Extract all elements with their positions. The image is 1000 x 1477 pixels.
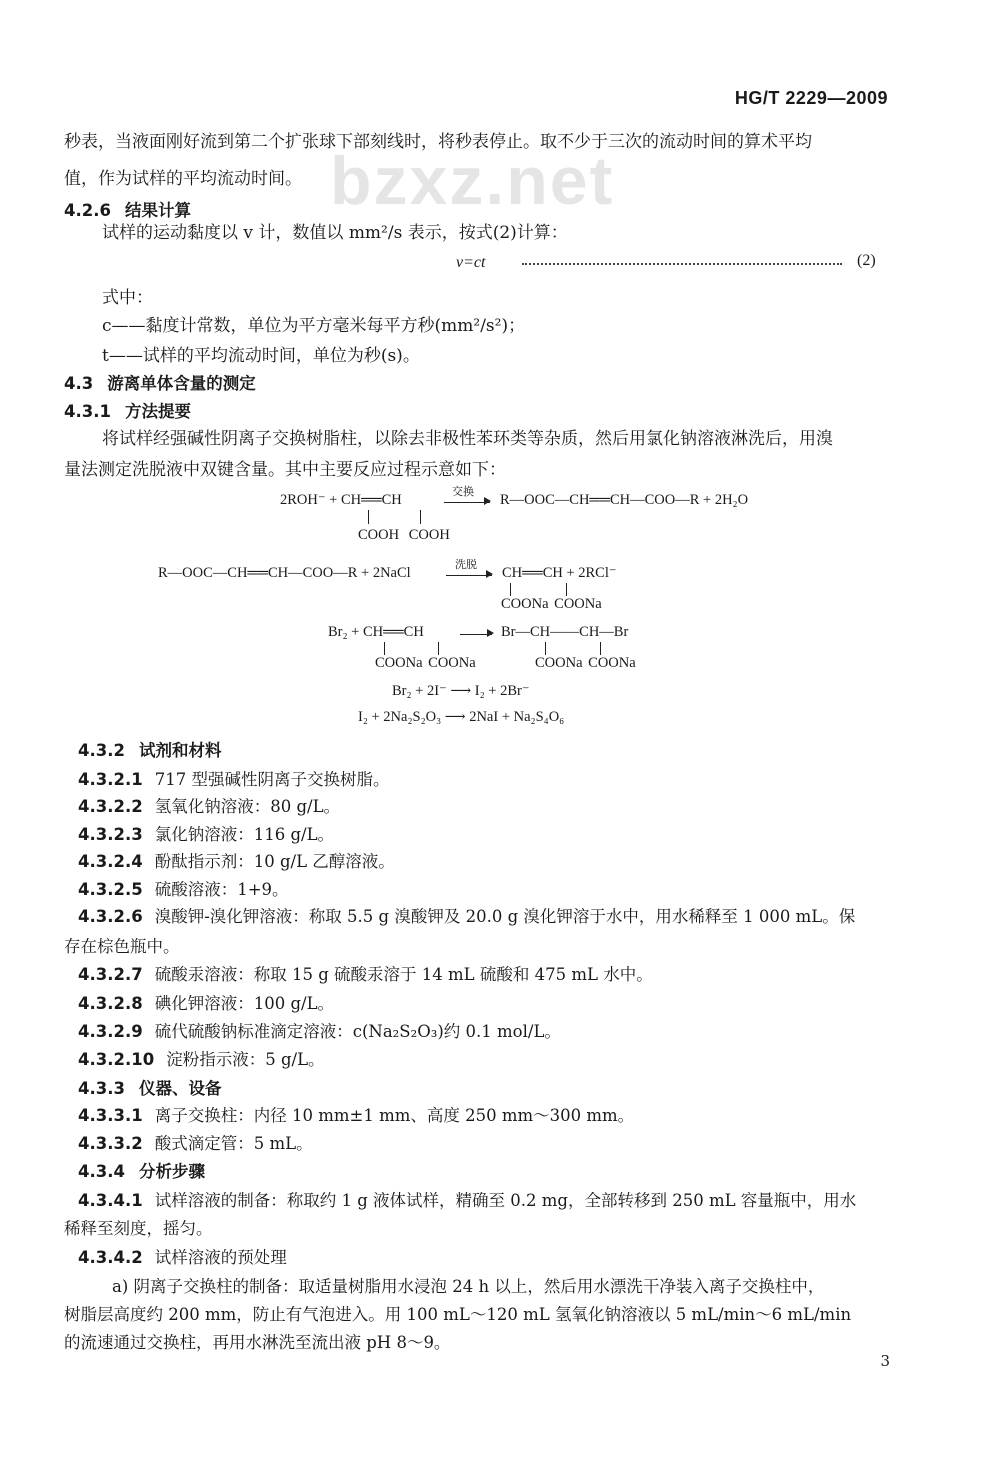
paragraph-line: 秒表，当液面刚好流到第二个扩张球下部刻线时，将秒表停止。取不少于三次的流动时间的算术平均: [64, 132, 812, 152]
section-title: 游离单体含量的测定: [107, 374, 256, 393]
watermark: bzxz.net: [330, 143, 615, 219]
list-item: [78, 793, 340, 817]
item-number: 4.3.2.10: [78, 1050, 155, 1069]
list-item-continuation: 存在棕色瓶中。: [64, 937, 180, 956]
item-text: 硫代硫酸钠标准滴定溶液：c(Na₂S₂O₃)约 0.1 mol/L。: [154, 1022, 561, 1041]
bond-line: [510, 583, 511, 596]
section-number: 4.3: [64, 374, 94, 393]
reaction-1-substituents: COOH COOH: [358, 527, 450, 543]
section-heading-4-3-2: [78, 737, 221, 761]
formula-leader: [522, 263, 842, 265]
arrow-head-icon: [486, 570, 493, 578]
list-item-continuation: 稀释至刻度，摇匀。: [64, 1219, 213, 1238]
list-item: [78, 1130, 313, 1154]
reaction-3-left: Br₂ + CH══CH: [328, 624, 424, 640]
item-text: 酚酞指示剂：10 g/L 乙醇溶液。: [154, 852, 395, 871]
item-text: 氯化钠溶液：116 g/L。: [154, 825, 335, 844]
list-item: [78, 766, 389, 790]
item-text: 试样溶液的制备：称取约 1 g 液体试样，精确至 0.2 mg，全部转移到 250 mL 容量瓶中，用水: [154, 1191, 857, 1210]
item-text: 酸式滴定管：5 mL。: [154, 1134, 313, 1153]
where-label: 式中：: [102, 288, 153, 308]
section-title: 仪器、设备: [138, 1079, 222, 1098]
list-item: [78, 961, 653, 985]
item-number: 4.3.2.2: [78, 797, 143, 816]
item-number: 4.3.4.1: [78, 1191, 143, 1210]
section-number: 4.3.1: [64, 402, 111, 421]
item-number: 4.3.2.5: [78, 880, 143, 899]
list-item: [78, 1046, 325, 1070]
item-number: 4.3.2.1: [78, 770, 143, 789]
item-number: 4.3.2.8: [78, 994, 143, 1013]
item-number: 4.3.2.9: [78, 1022, 143, 1041]
list-item: [78, 1018, 561, 1042]
list-item: [78, 876, 289, 900]
section-title: 分析步骤: [138, 1162, 205, 1181]
paragraph-line: 量法测定洗脱液中双键含量。其中主要反应过程示意如下：: [64, 460, 506, 480]
formula-number: (2): [857, 252, 876, 269]
item-number: 4.3.2.6: [78, 907, 143, 926]
paragraph-line: 将试样经强碱性阴离子交换树脂柱，以除去非极性苯环类等杂质，然后用氯化钠溶液淋洗后，用溴: [102, 429, 833, 449]
section-number: 4.2.6: [64, 201, 111, 220]
item-number: 4.3.4.2: [78, 1248, 143, 1267]
reaction-2-label: 洗脱: [455, 558, 477, 571]
bond-line: [438, 642, 439, 655]
item-text: 淀粉指示液：5 g/L。: [166, 1050, 325, 1069]
bond-line: [566, 583, 567, 596]
reaction-2-right: CH══CH + 2RCl⁻: [502, 565, 617, 581]
reaction-1-right: R—OOC—CH══CH—COO—R + 2H₂O: [500, 492, 749, 508]
bond-line: [545, 642, 546, 655]
paragraph-line: 树脂层高度约 200 mm，防止有气泡进入。用 100 mL～120 mL 氢氧化钠溶液以 5 mL/min～6 mL/min: [64, 1305, 852, 1324]
section-heading-4-3-1: [64, 398, 191, 422]
paragraph-line: 值，作为试样的平均流动时间。: [64, 169, 302, 189]
bond-line: [420, 510, 421, 524]
item-text: 离子交换柱：内径 10 mm±1 mm、高度 250 mm～300 mm。: [154, 1106, 635, 1125]
section-number: 4.3.4: [78, 1162, 125, 1181]
section-heading-4-3-3: [78, 1075, 221, 1099]
list-item: [78, 1187, 856, 1211]
item-number: 4.3.3.1: [78, 1106, 143, 1125]
bond-line: [384, 642, 385, 655]
reaction-3-right: Br—CH——CH—Br: [501, 624, 629, 640]
reaction-2-substituents: COONa COONa: [501, 596, 602, 612]
item-text: 溴酸钾-溴化钾溶液：称取 5.5 g 溴酸钾及 20.0 g 溴化钾溶于水中，用水稀释至 1 000 mL。保: [154, 907, 856, 926]
arrow-head-icon: [484, 497, 491, 505]
standard-code: HG/T 2229—2009: [734, 88, 888, 108]
item-number: 4.3.2.7: [78, 965, 143, 984]
list-item: [78, 821, 334, 845]
list-item: [78, 848, 395, 872]
reaction-5: I₂ + 2Na₂S₂O₃ ⟶ 2NaI + Na₂S₄O₆: [358, 709, 565, 725]
item-text: 试样溶液的预处理: [154, 1248, 287, 1267]
definition-t: t——试样的平均流动时间，单位为秒(s)。: [102, 346, 420, 366]
item-text: 氢氧化钠溶液：80 g/L。: [154, 797, 341, 816]
section-number: 4.3.3: [78, 1079, 125, 1098]
paragraph-line: a) 阴离子交换柱的制备：取适量树脂用水浸泡 24 h 以上，然后用水漂洗干净装入离子交换柱中，: [112, 1277, 825, 1296]
list-item: [78, 903, 855, 927]
arrow-head-icon: [487, 629, 494, 637]
reaction-4: Br₂ + 2I⁻ ⟶ I₂ + 2Br⁻: [392, 683, 530, 699]
reaction-3-substituents-left: COONa COONa: [375, 655, 476, 671]
item-number: 4.3.2.3: [78, 825, 143, 844]
reaction-3-substituents-right: COONa COONa: [535, 655, 636, 671]
paragraph-line: 的流速通过交换柱，再用水淋洗至流出液 pH 8～9。: [64, 1333, 451, 1352]
section-heading-4-3-4: [78, 1158, 205, 1182]
page-number: 3: [880, 1352, 890, 1370]
section-number: 4.3.2: [78, 741, 125, 760]
section-title: 方法提要: [124, 402, 191, 421]
section-heading-4-3: [64, 370, 256, 394]
list-item: [78, 1102, 634, 1126]
definition-c: c——黏度计常数，单位为平方毫米每平方秒(mm²/s²)；: [102, 316, 526, 336]
item-text: 碘化钾溶液：100 g/L。: [154, 994, 335, 1013]
item-text: 硫酸溶液：1+9。: [154, 880, 289, 899]
bond-line: [368, 510, 369, 524]
reaction-1-label: 交换: [452, 485, 474, 498]
list-item: [78, 990, 334, 1014]
item-text: 硫酸汞溶液：称取 15 g 硫酸汞溶于 14 mL 硫酸和 475 mL 水中。: [154, 965, 653, 984]
formula: v=ct: [456, 254, 486, 271]
reaction-2-left: R—OOC—CH══CH—COO—R + 2NaCl: [158, 565, 411, 581]
item-number: 4.3.3.2: [78, 1134, 143, 1153]
paragraph-line: 试样的运动黏度以 v 计，数值以 mm²/s 表示，按式(2)计算：: [102, 223, 568, 243]
section-title: 试剂和材料: [138, 741, 222, 760]
reaction-1-left: 2ROH⁻ + CH══CH: [280, 492, 402, 508]
list-item: [78, 1244, 287, 1268]
item-number: 4.3.2.4: [78, 852, 143, 871]
section-title: 结果计算: [124, 201, 191, 220]
bond-line: [600, 642, 601, 655]
item-text: 717 型强碱性阴离子交换树脂。: [154, 770, 390, 789]
